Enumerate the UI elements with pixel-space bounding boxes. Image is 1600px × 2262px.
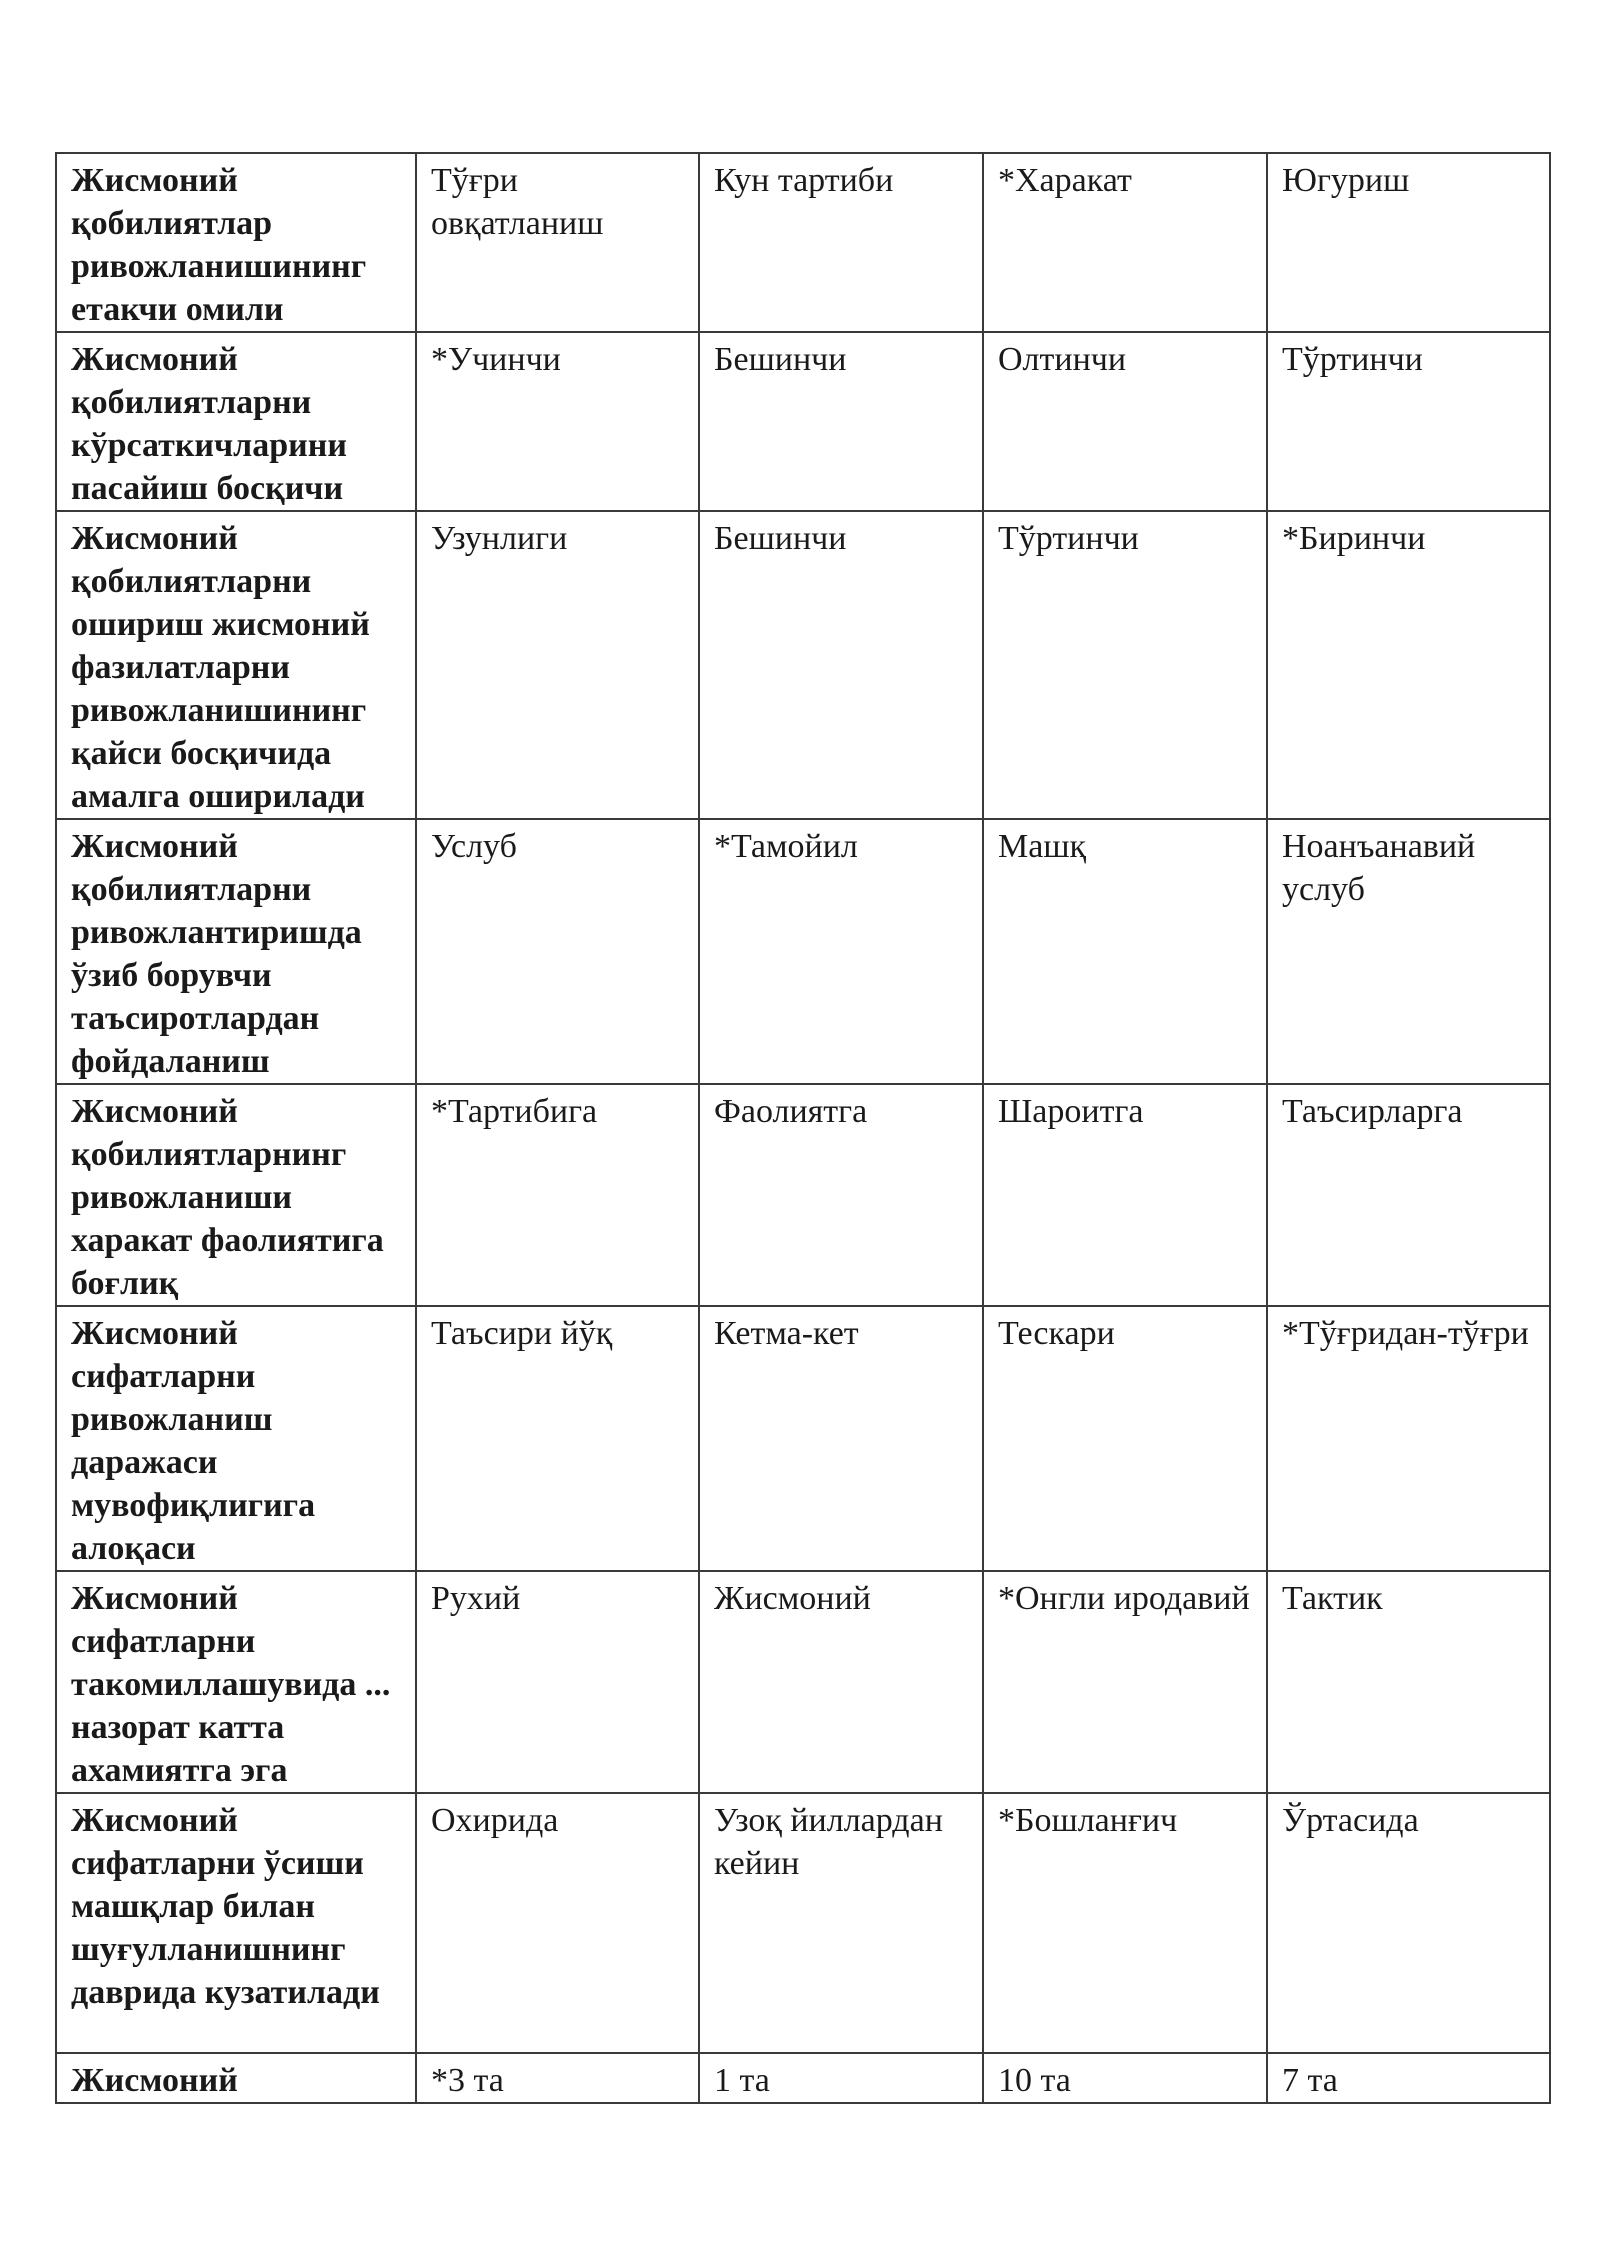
option-cell-4: Ноанъанавий услуб (1267, 819, 1550, 1084)
option-cell-4: Югуриш (1267, 153, 1550, 332)
quiz-table (55, 152, 1551, 2104)
option-cell-1: Охирида (416, 1793, 699, 2053)
table-row (56, 1571, 1550, 1793)
option-cell-4: *Тўғридан-тўғри (1267, 1306, 1550, 1571)
option-cell-1: Рухий (416, 1571, 699, 1793)
option-cell-2: Кетма-кет (699, 1306, 983, 1571)
table-row (56, 819, 1550, 1084)
table-row (56, 153, 1550, 332)
option-cell-2: Бешинчи (699, 332, 983, 511)
option-cell-4: Таъсирларга (1267, 1084, 1550, 1306)
option-cell-4: 7 та (1267, 2053, 1550, 2103)
option-cell-3: *Бошланғич (983, 1793, 1267, 2053)
question-cell: Жисмоний (56, 2053, 416, 2103)
option-cell-4: *Биринчи (1267, 511, 1550, 819)
table-row (56, 1306, 1550, 1571)
option-cell-1: Тўғри овқатланиш (416, 153, 699, 332)
option-cell-1: *Тартибига (416, 1084, 699, 1306)
question-cell: Жисмоний қобилиятларни ривожлантиришда ўзиб борувчи таъсиротлардан фойдаланиш (56, 819, 416, 1084)
option-cell-3: Олтинчи (983, 332, 1267, 511)
table-row (56, 2053, 1550, 2103)
option-cell-4: Ўртасида (1267, 1793, 1550, 2053)
option-cell-2: Кун тартиби (699, 153, 983, 332)
option-cell-3: Тескари (983, 1306, 1267, 1571)
option-cell-3: Шароитга (983, 1084, 1267, 1306)
question-cell: Жисмоний қобилиятларни ошириш жисмоний фазилатларни ривожланишининг қайси босқичида амалга оширилади (56, 511, 416, 819)
question-cell: Жисмоний қобилиятларни кўрсаткичларини пасайиш босқичи (56, 332, 416, 511)
option-cell-1: Таъсири йўқ (416, 1306, 699, 1571)
option-cell-3: Машқ (983, 819, 1267, 1084)
question-cell: Жисмоний қобилиятлар ривожланишининг етакчи омили (56, 153, 416, 332)
table-row (56, 1793, 1550, 2053)
option-cell-2: Жисмоний (699, 1571, 983, 1793)
option-cell-4: Тактик (1267, 1571, 1550, 1793)
option-cell-3: Тўртинчи (983, 511, 1267, 819)
table-row (56, 1084, 1550, 1306)
option-cell-1: Услуб (416, 819, 699, 1084)
option-cell-1: Узунлиги (416, 511, 699, 819)
option-cell-3: *Онгли иродавий (983, 1571, 1267, 1793)
option-cell-1: *Учинчи (416, 332, 699, 511)
question-cell: Жисмоний сифатларни ривожланиш даражаси мувофиқлигига алоқаси (56, 1306, 416, 1571)
option-cell-4: Тўртинчи (1267, 332, 1550, 511)
option-cell-2: Фаолиятга (699, 1084, 983, 1306)
option-cell-2: Узоқ йиллардан кейин (699, 1793, 983, 2053)
option-cell-2: Бешинчи (699, 511, 983, 819)
question-cell: Жисмоний қобилиятларнинг ривожланиши харакат фаолиятига боғлиқ (56, 1084, 416, 1306)
table-row (56, 511, 1550, 819)
option-cell-3: 10 та (983, 2053, 1267, 2103)
table-row (56, 332, 1550, 511)
question-cell: Жисмоний сифатларни ўсиши машқлар билан шуғулланишнинг даврида кузатилади (56, 1793, 416, 2053)
question-cell: Жисмоний сифатларни такомиллашувида ... назорат катта ахамиятга эга (56, 1571, 416, 1793)
option-cell-1: *3 та (416, 2053, 699, 2103)
option-cell-2: *Тамойил (699, 819, 983, 1084)
quiz-table-body (56, 153, 1550, 2103)
option-cell-3: *Харакат (983, 153, 1267, 332)
option-cell-2: 1 та (699, 2053, 983, 2103)
